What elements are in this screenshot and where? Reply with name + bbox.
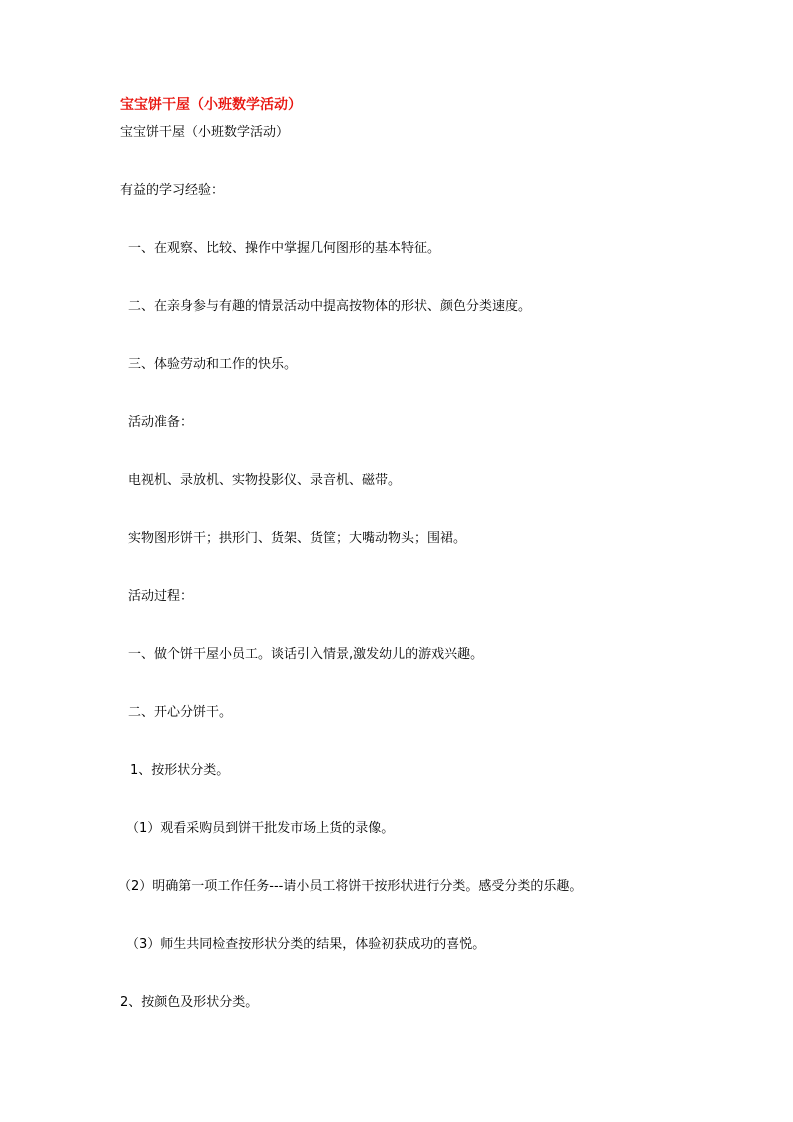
paragraph-step-1: 1、按形状分类。 [130, 763, 230, 778]
paragraph-preparation-2: 实物图形饼干；拱形门、货架、货筐；大嘴动物头；围裙。 [128, 531, 467, 546]
paragraph-step-2: 2、按颜色及形状分类。 [120, 995, 259, 1010]
paragraph-step-1-3: （3）师生共同检查按形状分类的结果，体验初获成功的喜悦。 [126, 937, 486, 952]
paragraph-learning-experience-heading: 有益的学习经验： [120, 183, 225, 198]
document-title: 宝宝饼干屋（小班数学活动） [120, 97, 302, 113]
paragraph-goal-1: 一、在观察、比较、操作中掌握几何图形的基本特征。 [128, 241, 441, 256]
paragraph-process-1: 一、做个饼干屋小员工。谈话引入情景,激发幼儿的游戏兴趣。 [128, 647, 484, 662]
paragraph-process-heading: 活动过程： [128, 589, 194, 604]
paragraph-goal-2: 二、在亲身参与有趣的情景活动中提高按物体的形状、颜色分类速度。 [128, 299, 532, 314]
paragraph-step-1-1: （1）观看采购员到饼干批发市场上货的录像。 [126, 821, 395, 836]
paragraph-goal-3: 三、体验劳动和工作的快乐。 [128, 357, 298, 372]
paragraph-preparation-heading: 活动准备： [128, 415, 194, 430]
paragraph-step-1-2: （2）明确第一项工作任务---请小员工将饼干按形状进行分类。感受分类的乐趣。 [118, 879, 583, 894]
document-subtitle: 宝宝饼干屋（小班数学活动） [120, 125, 290, 140]
paragraph-process-2: 二、开心分饼干。 [128, 705, 233, 720]
paragraph-preparation-1: 电视机、录放机、实物投影仪、录音机、磁带。 [128, 473, 402, 488]
